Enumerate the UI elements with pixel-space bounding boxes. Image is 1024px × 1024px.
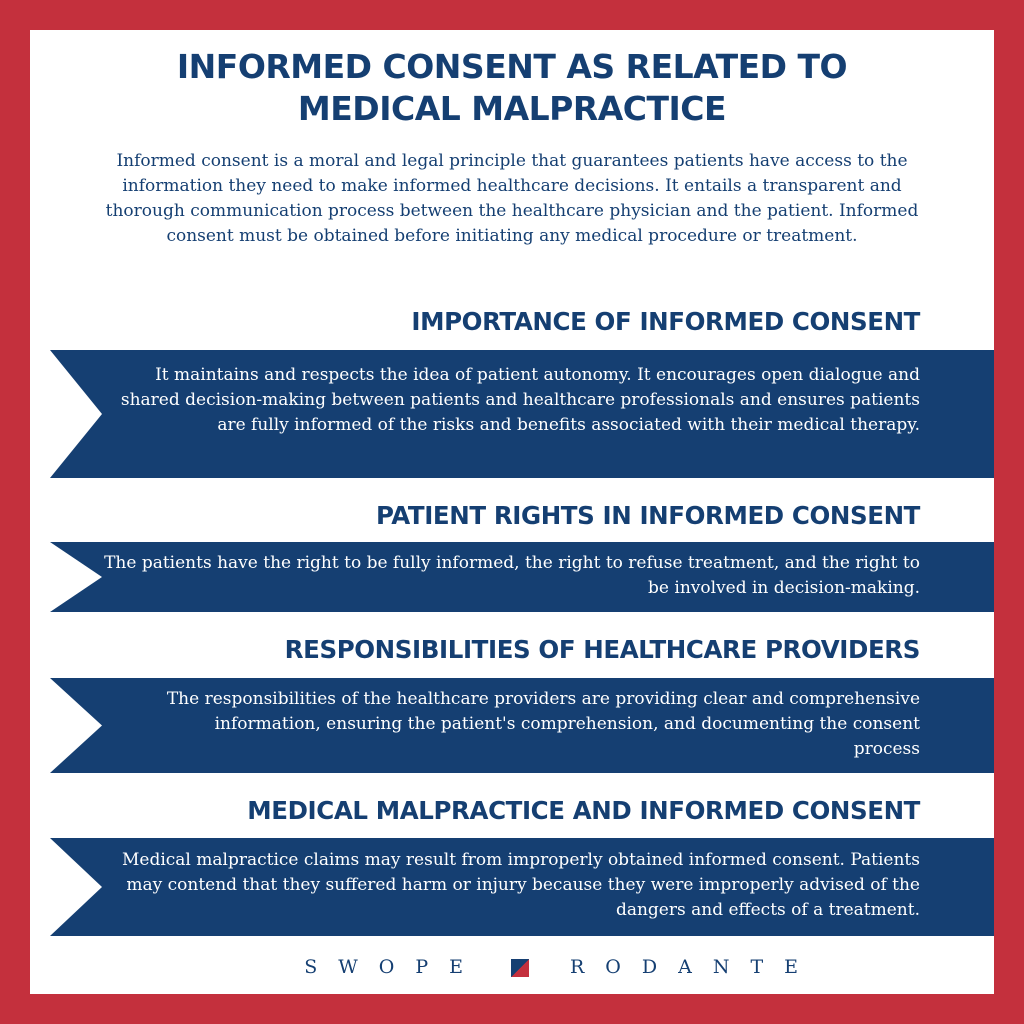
section-ribbon (50, 838, 994, 936)
section-body: It maintains and respects the idea of patient autonomy. It encourages open dialogue and shared decision-making between patients and healthcare professionals and ensures patients are fully informed of the risks and benefits associated with their medical therapy. (120, 365, 920, 435)
section-body: Medical malpractice claims may result from improperly obtained informed consent. Patients may contend that they suffered harm or injury because they were improperly advised of the dangers and effects of a treatment. (121, 850, 920, 920)
brand-logo-footer (30, 954, 994, 984)
section-heading: MEDICAL MALPRACTICE AND INFORMED CONSENT (247, 796, 920, 825)
page-title-line-2: MEDICAL MALPRACTICE (297, 89, 727, 128)
section-heading: RESPONSIBILITIES OF HEALTHCARE PROVIDERS (284, 635, 920, 664)
brand-name-left: SWOPE (304, 956, 484, 978)
intro-paragraph: Informed consent is a moral and legal principle that guarantees patients have access to the information they need to make informed healthcare decisions. It entails a transparent and thorough communication process between the healthcare physician and the patient. Informed consent must be obtained before initiating any medical procedure or treatment. (105, 151, 919, 246)
infographic-card (30, 30, 994, 994)
section-body: The responsibilities of the healthcare providers are providing clear and comprehensive information, ensuring the patient's comprehension, and documenting the consent process (166, 689, 920, 759)
swope-rodante-logo-icon (511, 959, 529, 977)
section-ribbon (50, 542, 994, 612)
section-heading: IMPORTANCE OF INFORMED CONSENT (411, 307, 920, 336)
section-ribbon (50, 350, 994, 478)
page-title (30, 46, 994, 130)
section-ribbon (50, 678, 994, 773)
section-body: The patients have the right to be fully informed, the right to refuse treatment, and the right to be involved in decision-making. (104, 553, 920, 598)
page-title-line-1: INFORMED CONSENT AS RELATED TO (176, 47, 848, 86)
ribbon-notch-arrow-icon (50, 838, 102, 936)
ribbon-notch-arrow-icon (50, 678, 102, 773)
brand-name-right: RODANTE (570, 956, 820, 978)
ribbon-notch-arrow-icon (50, 350, 102, 478)
section-heading: PATIENT RIGHTS IN INFORMED CONSENT (375, 501, 920, 530)
